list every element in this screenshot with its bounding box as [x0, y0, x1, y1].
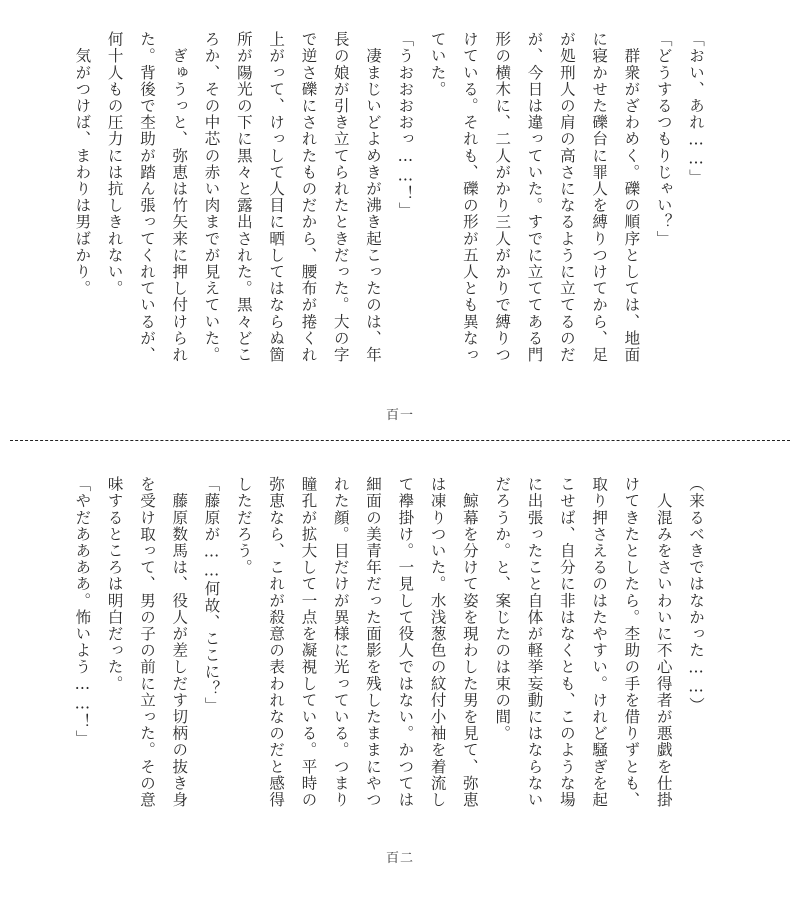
text-column: 凄まじいどよめきが沸き起こったのは、年: [364, 31, 383, 363]
text-column: 鯨幕を分けて姿を現わした男を見て、弥恵: [460, 476, 479, 808]
text-column: た。背後で杢助が踏ん張ってくれているが、: [137, 31, 156, 363]
text-column: 人混みをさいわいに不心得者が悪戯を仕掛: [654, 476, 673, 808]
text-column: 取り押さえるのはたやすい。けれど騒ぎを起: [590, 476, 609, 808]
text-column: 上がって、けっして人目に晒してはならぬ箇: [267, 31, 286, 363]
text-column: だろうか。と、案じたのは束の間。: [493, 476, 512, 742]
text-column: が、今日は違っていた。すでに立ててある門: [525, 31, 544, 363]
text-column: ろか、その中芯の赤い肉までが見えていた。: [202, 31, 221, 363]
text-columns: [66, 476, 712, 816]
text-column: 「やだああああ。怖いよう……！」: [73, 476, 92, 747]
page-102: [0, 440, 800, 900]
text-column: 形の横木に、二人がかり三人がかりで縛りつ: [493, 31, 512, 363]
text-column: 瞳孔が拡大して一点を凝視している。平時の: [299, 476, 318, 808]
text-column: 気がつけば、まわりは男ばかり。: [73, 31, 92, 297]
text-column: ぎゅうっと、弥恵は竹矢来に押し付けられ: [170, 31, 189, 363]
text-column: に寝かせた礫台に罪人を縛りつけてから、足: [590, 31, 609, 363]
page-number: 百二: [385, 851, 414, 866]
page-101: [0, 0, 800, 440]
text-column: 「藤原が……何故、ここに？」: [202, 476, 221, 714]
text-column: 味するところは明白だった。: [105, 476, 124, 692]
text-column: に出張ったこと自体が軽挙妄動にはならない: [525, 476, 544, 808]
text-column: 「うおおおおっ……！」: [396, 31, 415, 219]
text-column: しただろう。: [234, 476, 253, 576]
text-column: は凍りついた。水浅葱色の紋付小袖を着流し: [428, 476, 447, 808]
text-column: 藤原数馬は、役人が差しだす切柄の抜き身: [170, 476, 189, 808]
text-column: で逆さ礫にされたものだから、腰布が捲くれ: [299, 31, 318, 363]
text-column: けてきたとしたら。杢助の手を借りずとも、: [622, 476, 641, 808]
page-number: 百一: [385, 408, 414, 423]
text-column: れた顔。目だけが異様に光っている。つまり: [331, 476, 350, 808]
text-column: 群衆がざわめく。礫の順序としては、地面: [622, 31, 641, 363]
text-column: けている。それも、礫の形が五人とも異なっ: [460, 31, 479, 363]
text-column: を受け取って、男の子の前に立った。その意: [137, 476, 156, 808]
text-column: 所が陽光の下に黒々と露出された。黒々どこ: [234, 31, 253, 363]
text-column: 「どうするつもりじゃい？」: [654, 31, 673, 247]
text-column: 何十人もの圧力には抗しきれない。: [105, 31, 124, 297]
text-column: 細面の美青年だった面影を残したままにやつ: [364, 476, 383, 808]
text-column: ていた。: [428, 31, 447, 98]
text-column: こせば、自分に非はなくとも、このような場: [557, 476, 576, 808]
text-column: 弥恵なら、これが殺意の表われなのだと感得: [267, 476, 286, 808]
text-column: が処刑人の肩の高さになるように立てるのだ: [557, 31, 576, 363]
text-column: 「おい、あれ……」: [687, 31, 705, 186]
text-column: 長の娘が引き立てられたときだった。大の字: [331, 31, 350, 363]
text-column: （来るべきではなかった……）: [687, 476, 705, 714]
text-columns: [66, 31, 712, 371]
text-column: て襷掛け。一見して役人ではない。かつては: [396, 476, 415, 808]
